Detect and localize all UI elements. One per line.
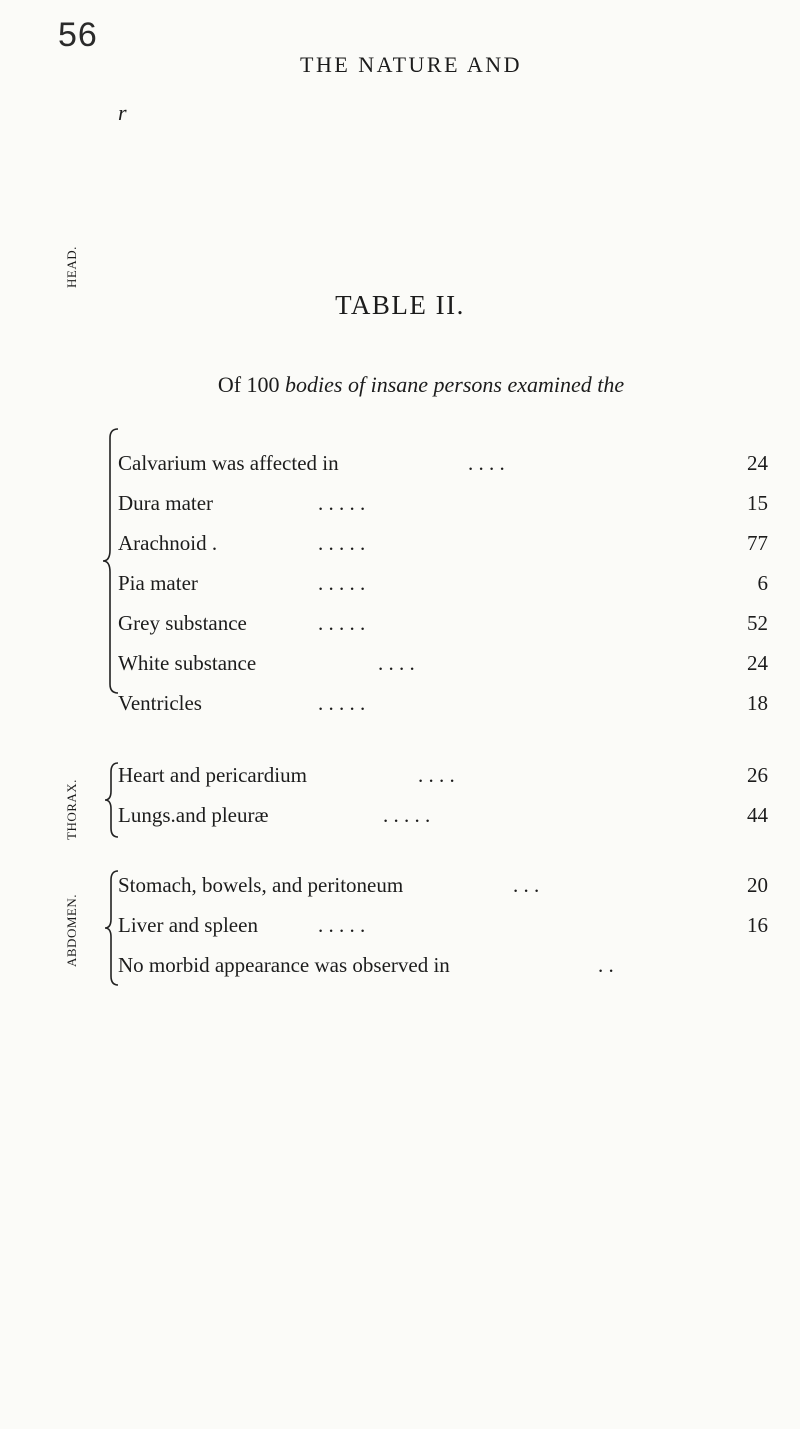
- row-leader-dots: . . . . .: [383, 803, 431, 827]
- row-value: 44: [747, 803, 768, 827]
- row-label: Heart and pericardium: [118, 763, 307, 787]
- row-label: Lungs.and pleuræ: [118, 803, 269, 827]
- table-row: [118, 873, 768, 903]
- row-value: 24: [747, 651, 768, 675]
- row-leader-dots: . . . . .: [318, 611, 366, 635]
- row-label: Dura mater: [118, 491, 214, 515]
- table-row: [118, 803, 768, 833]
- caption-number: Of 100: [217, 372, 280, 397]
- row-value: 16: [747, 913, 768, 937]
- row-value: 26: [747, 763, 768, 787]
- row-label: Ventricles: [118, 691, 202, 715]
- group-label-head: HEAD.: [64, 246, 79, 288]
- row-leader-dots: . . . .: [418, 763, 455, 787]
- running-head: THE NATURE AND: [300, 52, 522, 77]
- table-row: [118, 491, 768, 521]
- row-leader-dots: . . . . .: [318, 913, 366, 937]
- table-row: [118, 651, 768, 681]
- row-value: 77: [747, 531, 768, 555]
- table-row: [118, 611, 768, 641]
- row-leader-dots: . .: [598, 953, 614, 977]
- row-label: White substance: [118, 651, 257, 675]
- row-label: Liver and spleen: [118, 913, 258, 937]
- table-row: [118, 763, 768, 793]
- table-title: TABLE II.: [335, 290, 465, 320]
- row-leader-dots: . . . .: [468, 451, 505, 475]
- row-leader-dots: . . . . .: [318, 691, 366, 715]
- row-leader-dots: . . . . .: [318, 531, 366, 555]
- table-row: [118, 451, 768, 481]
- row-leader-dots: . . . . .: [318, 571, 366, 595]
- row-value: 20: [747, 873, 768, 897]
- row-value: 6: [757, 571, 768, 595]
- row-leader-dots: . . .: [513, 873, 540, 897]
- table-row: [118, 571, 768, 601]
- group-label-thorax: THORAX.: [64, 779, 79, 840]
- table-row: [118, 691, 768, 721]
- row-value: 18: [747, 691, 768, 715]
- row-label: Pia mater: [118, 571, 198, 595]
- row-label: Stomach, bowels, and peritoneum: [118, 873, 404, 897]
- table-row: [118, 953, 768, 983]
- group-label-abdomen: ABDOMEN.: [64, 894, 79, 967]
- table-row: [118, 913, 768, 943]
- row-leader-dots: . . . . .: [318, 491, 366, 515]
- stray-mark: r: [118, 100, 127, 125]
- page-number: 56: [58, 16, 98, 54]
- row-label: Grey substance: [118, 611, 247, 635]
- row-label: No morbid appearance was observed in: [118, 953, 450, 977]
- row-label: Arachnoid .: [118, 531, 218, 555]
- row-value: 52: [747, 611, 768, 635]
- row-label: Calvarium was affected in: [118, 451, 339, 475]
- row-value: 24: [747, 451, 768, 475]
- row-leader-dots: . . . .: [378, 651, 415, 675]
- table-row: [118, 531, 768, 561]
- table-caption: [0, 372, 800, 398]
- caption-text: bodies of insane persons examined the: [285, 372, 625, 397]
- row-value: 15: [747, 491, 768, 515]
